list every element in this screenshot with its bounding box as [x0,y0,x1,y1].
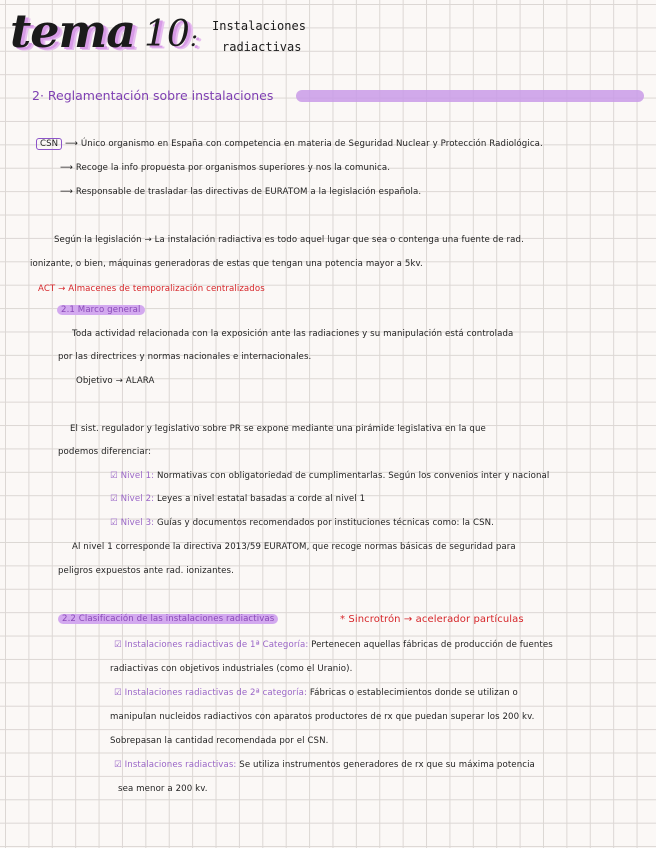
objective-line: Objetivo → ALARA [76,376,155,386]
checkbox-icon: ☑ [114,688,122,698]
title-line-1: Instalaciones [212,19,306,33]
pyramid-line-1: El sist. regulador y legislativo sobre PR se expone mediante una pirámide legislativa en la que [70,424,486,434]
category-1-line-2: radiactivas con objetivos industriales (como el Uranio). [110,664,353,674]
pyramid-line-3: Al nivel 1 corresponde la directiva 2013/59 EURATOM, que recoge normas básicas de seguridad para [72,542,516,552]
arrow-icon: ⟶ [60,187,74,197]
arrow-icon: ⟶ [60,163,74,173]
pyramid-line-4: peligros expuestos ante rad. ionizantes. [58,566,234,576]
checkbox-icon: ☑ [110,518,118,528]
checkbox-icon: ☑ [114,760,122,770]
definition-line-2: ionizante, o bien, máquinas generadoras de estas que tengan una potencia mayor a 5kv. [30,259,423,269]
level-2: ☑ Nivel 2: Leyes a nivel estatal basadas a corde al nivel 1 [110,494,366,504]
pyramid-line-2: podemos diferenciar: [58,447,152,457]
checkbox-icon: ☑ [110,494,118,504]
category-2-line-3: Sobrepasan la cantidad recomendada por el CSN. [110,736,329,746]
title-word: tema [10,4,135,58]
category-3-line-1: ☑ Instalaciones radiactivas: Se utiliza instrumentos generadores de rx que su máxima potencia [114,760,535,770]
title-number: 10: [144,14,198,55]
csn-tag: CSN [36,138,62,150]
arrow-icon: ⟶ [65,139,79,149]
section-2-heading: 2· Reglamentación sobre instalaciones [32,88,274,103]
csn-line-2: ⟶ Recoge la info propuesta por organismos superiores y nos la comunica. [60,163,391,173]
checkbox-icon: ☑ [114,640,122,650]
definition-line-1: Según la legislación → La instalación radiactiva es todo aquel lugar que sea o contenga una fuente de rad. [54,235,524,245]
act-note: ACT → Almacenes de temporalización centralizados [38,284,265,294]
marco-line-1: Toda actividad relacionada con la exposición ante las radiaciones y su manipulación está controlada [72,329,514,339]
level-1: ☑ Nivel 1: Normativas con obligatoriedad de cumplimentarlas. Según los convenios inter y nacional [110,471,550,481]
category-2-line-2: manipulan nucleidos radiactivos con aparatos productores de rx que puedan superar los 200 kv. [110,712,535,722]
title-line-2: radiactivas [222,40,302,54]
category-3-line-2: sea menor a 200 kv. [118,784,208,794]
category-1-line-1: ☑ Instalaciones radiactivas de 1ª Categoría: Pertenecen aquellas fábricas de producción de fuentes [114,640,553,650]
section-2-2-heading: 2.2 Clasificación de las instalaciones radiactivas [58,614,278,624]
section-2-highlight-bar [296,90,644,102]
marco-line-2: por las directrices y normas nacionales e internacionales. [58,352,312,362]
checkbox-icon: ☑ [110,471,118,481]
section-2-1-heading: 2.1 Marco general [57,305,145,315]
csn-line-1: CSN ⟶ Único organismo en España con competencia en materia de Seguridad Nuclear y Protección Radiológica. [36,139,543,149]
level-3: ☑ Nivel 3: Guías y documentos recomendados por instituciones técnicas como: la CSN. [110,518,494,528]
category-2-line-1: ☑ Instalaciones radiactivas de 2ª categoría: Fábricas o establecimientos donde se utilizan o [114,688,518,698]
csn-line-3: ⟶ Responsable de trasladar las directivas de EURATOM a la legislación española. [60,187,422,197]
sincrotron-note: * Sincrotrón → acelerador partículas [340,614,524,625]
